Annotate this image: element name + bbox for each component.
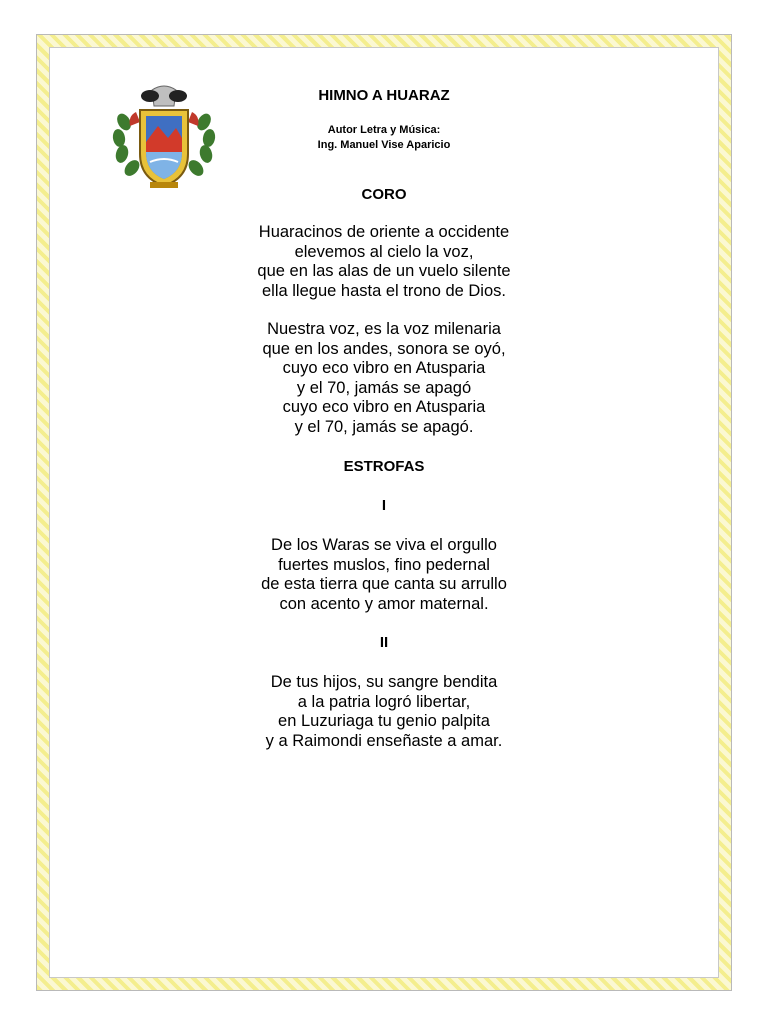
verse-line: Huaracinos de oriente a occidente (258, 223, 510, 241)
estrofa-2-numeral: II (379, 634, 389, 651)
author-name: Ing. Manuel Vise Aparicio (317, 139, 451, 151)
coro-stanza-2 (200, 320, 568, 438)
author-label: Autor Letra y Música: (327, 124, 441, 136)
verse-line: cuyo eco vibro en Atusparia (282, 359, 486, 378)
verse-line: elevemos al cielo la voz, (294, 242, 474, 261)
coro-stanza-1 (200, 223, 568, 301)
verse-line: fuertes muslos, fino pedernal (278, 555, 490, 574)
verse-line: ella llegue hasta el trono de Dios. (262, 281, 506, 300)
verse-line: y a Raimondi enseñaste a amar. (265, 731, 503, 750)
verse-line: a la patria logró libertar, (297, 692, 471, 711)
verse-line: y el 70, jamás se apagó (296, 378, 472, 397)
verse-line: y el 70, jamás se apagó. (294, 417, 474, 436)
verse-line: que en los andes, sonora se oyó, (262, 339, 506, 358)
estrofas-heading: ESTROFAS (343, 458, 425, 475)
coro-heading: CORO (361, 186, 407, 203)
verse-line: que en las alas de un vuelo silente (257, 262, 511, 281)
verse-line: cuyo eco vibro en Atusparia (282, 398, 486, 417)
verse-line: De tus hijos, su sangre bendita (270, 673, 498, 691)
estrofa-1-numeral: I (381, 497, 387, 514)
verse-line: De los Waras se viva el orgullo (271, 536, 497, 554)
verse-line: con acento y amor maternal. (279, 594, 489, 613)
page-title: HIMNO A HUARAZ (318, 87, 450, 104)
verse-line: en Luzuriaga tu genio palpita (278, 712, 490, 731)
estrofa-1-stanza (200, 536, 568, 614)
verse-line: de esta tierra que canta su arrullo (261, 575, 507, 594)
estrofa-2-stanza (200, 673, 568, 751)
verse-line: Nuestra voz, es la voz milenaria (267, 320, 501, 338)
